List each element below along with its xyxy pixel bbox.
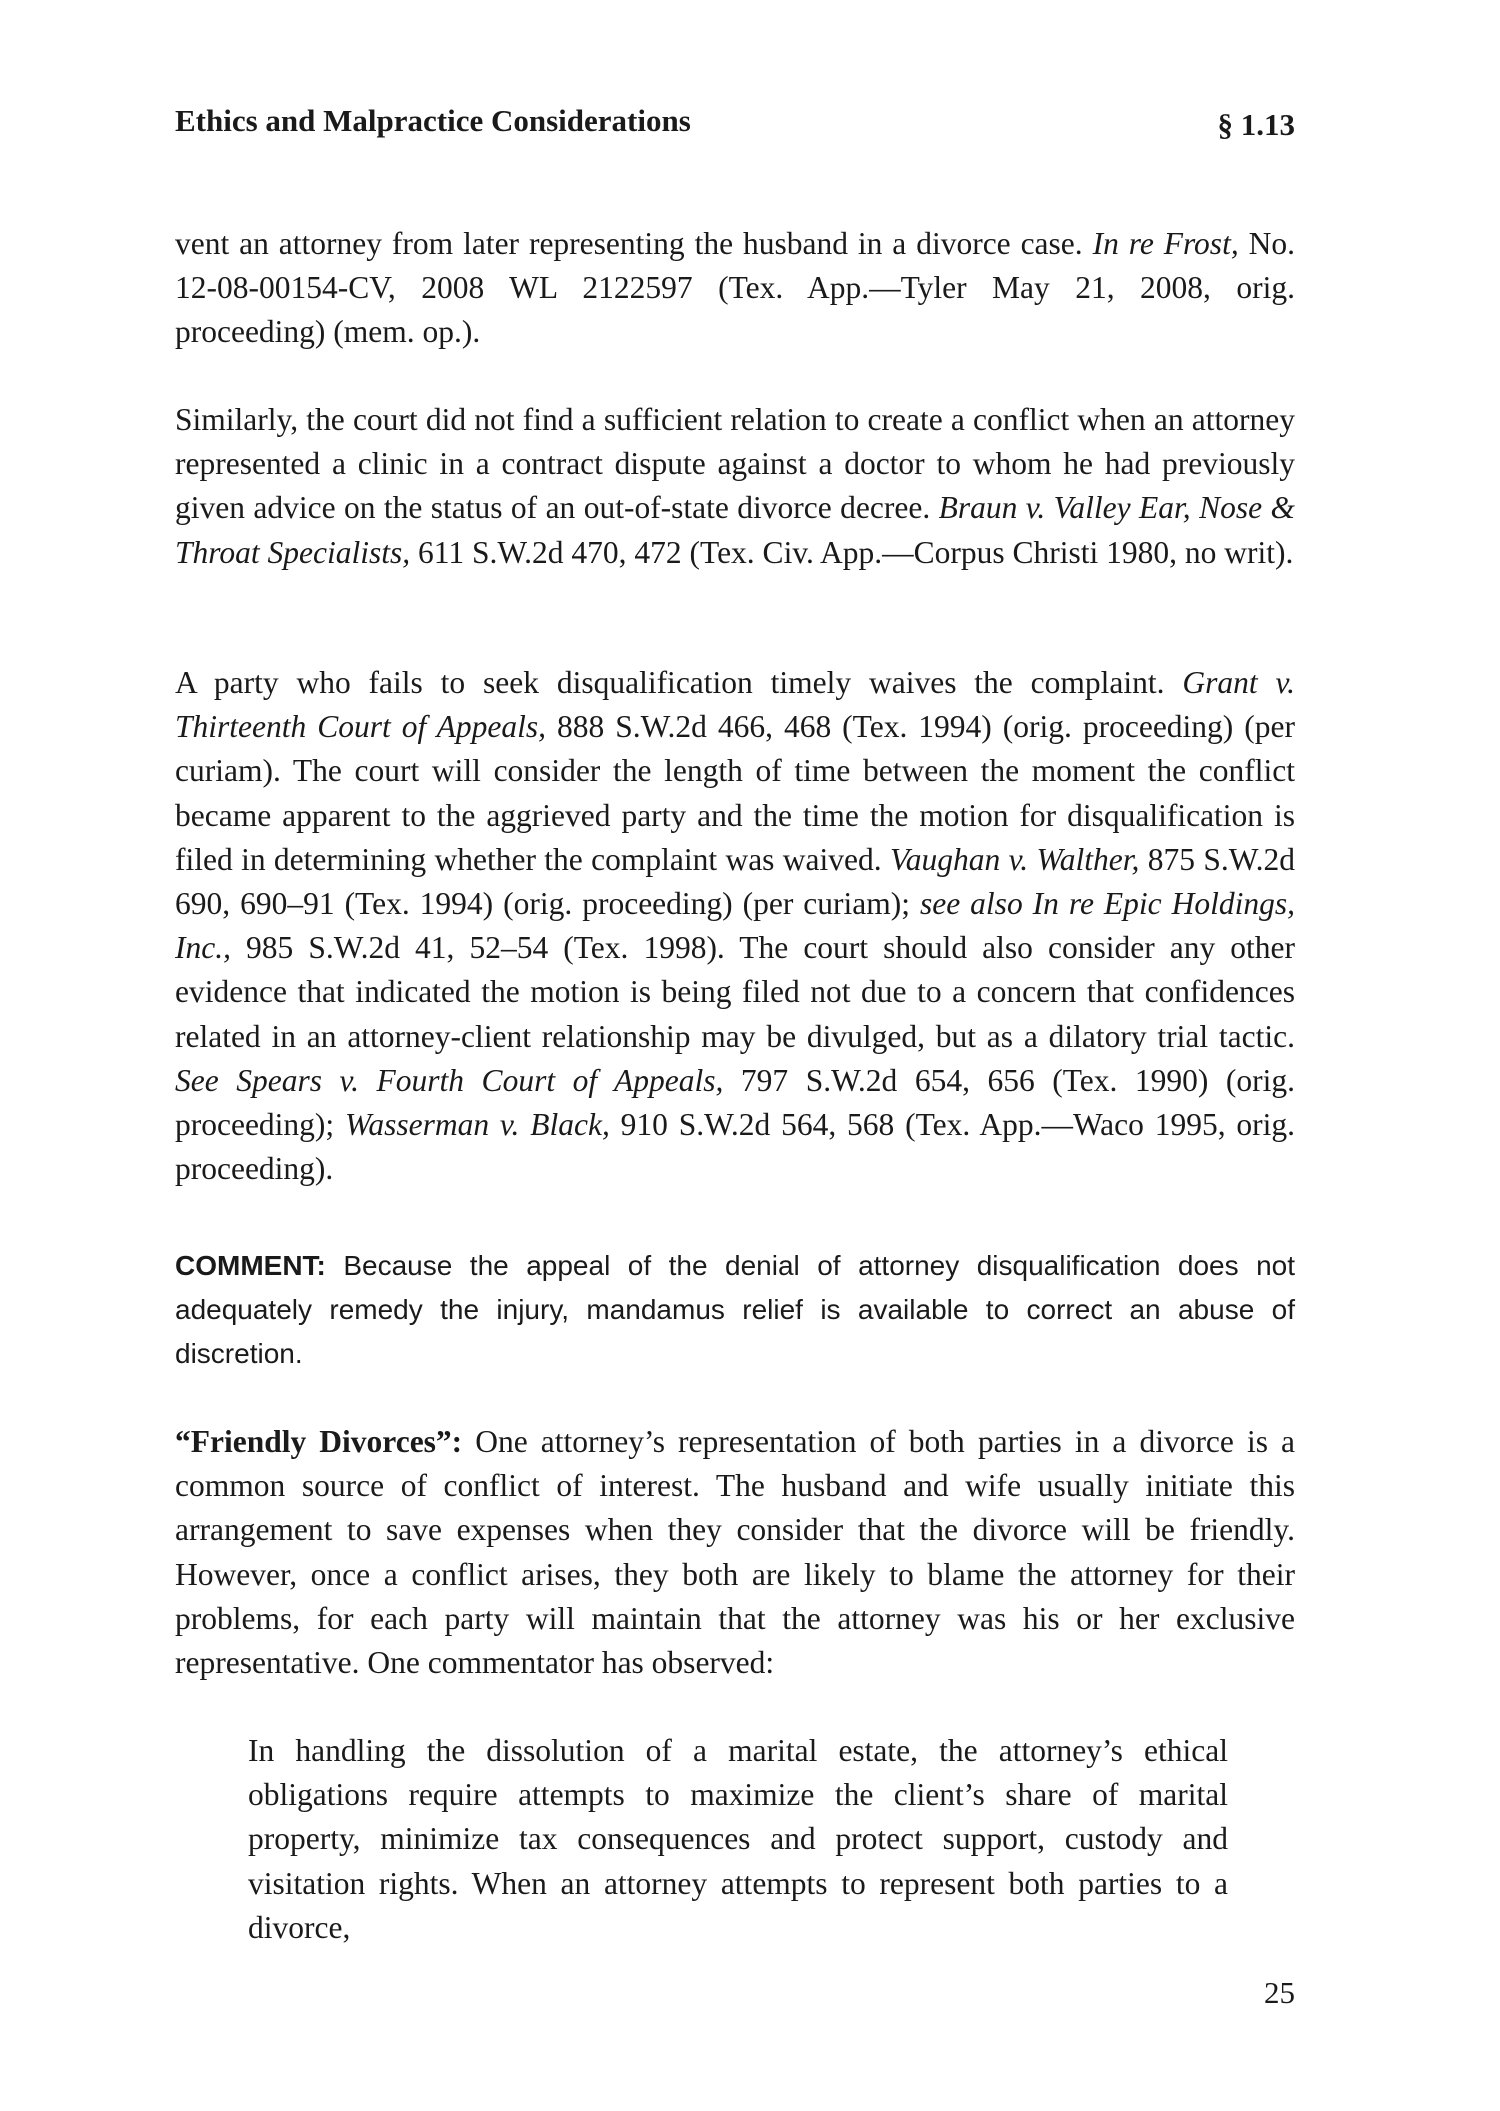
text-span: 797 S.W.2d 654, 656 (Tex. 1990) (orig. proceeding); bbox=[175, 1062, 1295, 1143]
case-citation: Grant v. Thirteenth Court of Appeals, bbox=[175, 665, 1295, 745]
case-citation: See Spears v. Fourth Court of Appeals, bbox=[175, 1062, 724, 1098]
paragraph-friendly-divorces bbox=[175, 1420, 1295, 1685]
paragraph-braun bbox=[175, 398, 1295, 575]
text-span: One attorney’s representation of both parties in a divorce is a common source of conflict of interest. The husband and wife usually initiate this arrangement to save expenses when they consider that the divorce will be friendly. However, once a conflict arises, they both are likely to blame the attorney for their problems, for each party will maintain that the attorney was his or her exclusive representative. One commentator has observed: bbox=[175, 1424, 1295, 1681]
paragraph-heading: “Friendly Divorces”: bbox=[175, 1424, 463, 1459]
comment-text: Because the appeal of the denial of attorney disqualification does not adequately remedy the injury, mandamus relief is available to correct an abuse of discretion. bbox=[175, 1250, 1295, 1369]
text-span: Similarly, the court did not find a sufficient relation to create a conflict when an attorney represented a clinic in a contract dispute against a doctor to whom he had previously given advice on the status of an out-of-state divorce decree. bbox=[175, 402, 1295, 526]
section-number: § 1.13 bbox=[1217, 107, 1295, 142]
text-span: No. 12-08-00154-CV, 2008 WL 2122597 (Tex. App.—Tyler May 21, 2008, orig. proceeding) (mem. op.). bbox=[175, 226, 1295, 350]
case-citation: Vaughan v. Walther, bbox=[889, 841, 1140, 877]
case-citation: Wasserman v. Black, bbox=[345, 1107, 610, 1143]
paragraph-waiver bbox=[175, 661, 1295, 1191]
text-span: vent an attorney from later representing the husband in a divorce case. bbox=[175, 226, 1093, 261]
case-citation: Braun v. Valley Ear, Nose & Throat Specialists, bbox=[175, 490, 1295, 570]
text-span: 611 S.W.2d 470, 472 (Tex. Civ. App.—Corpus Christi 1980, no writ). bbox=[410, 534, 1294, 570]
page-number: 25 bbox=[1264, 1975, 1295, 2010]
comment-label: COMMENT: bbox=[175, 1250, 326, 1281]
case-citation: see also In re Epic Holdings, Inc., bbox=[175, 886, 1295, 966]
case-citation: In re Frost, bbox=[1092, 226, 1239, 261]
block-quote: In handling the dissolution of a marital estate, the attorney’s ethical obligations require attempts to maximize the client’s share of marital property, minimize tax consequences and protect support, custody and visitation rights. When an attorney attempts to represent both parties to a divorce, bbox=[248, 1733, 1228, 1945]
paragraph-frost bbox=[175, 222, 1295, 355]
text-span: A party who fails to seek disqualification timely waives the complaint. bbox=[175, 665, 1183, 700]
text-span: 985 S.W.2d 41, 52–54 (Tex. 1998). The court should also consider any other evidence that indicated the motion is being filed not due to a concern that confidences related in an attorney-client relationship may be divulged, but as a dilatory trial tactic. bbox=[175, 930, 1295, 1054]
text-span: 910 S.W.2d 564, 568 (Tex. App.—Waco 1995, orig. proceeding). bbox=[175, 1107, 1295, 1187]
text-span: 875 S.W.2d 690, 690–91 (Tex. 1994) (orig. proceeding) (per curiam); bbox=[175, 841, 1295, 922]
running-header bbox=[175, 95, 1295, 145]
chapter-title: Ethics and Malpractice Considerations bbox=[175, 103, 691, 138]
comment-box bbox=[175, 1244, 1295, 1376]
text-span: 888 S.W.2d 466, 468 (Tex. 1994) (orig. proceeding) (per curiam). The court will consider the length of time between the moment the conflict became apparent to the aggrieved party and the time the motion for disqualification is filed in determining whether the complaint was waived. bbox=[175, 709, 1295, 877]
